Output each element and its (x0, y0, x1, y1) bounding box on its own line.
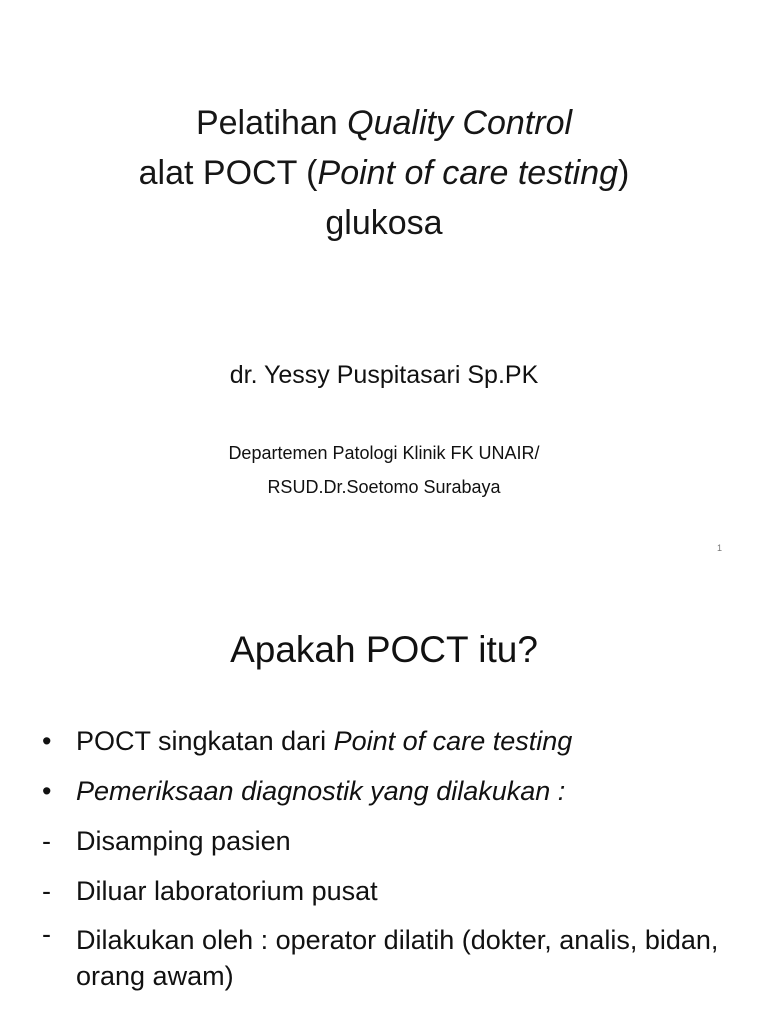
list-item-italic: Pemeriksaan diagnostik yang dilakukan : (76, 776, 566, 806)
list-item-text: POCT singkatan dari (76, 726, 334, 756)
list-item-text: Dilakukan oleh : operator dilatih (dokter, analis, bidan, orang awam) (76, 925, 719, 991)
affiliation-line-2: RSUD.Dr.Soetomo Surabaya (267, 477, 501, 497)
list-item-text: Diluar laboratorium pusat (76, 876, 378, 906)
title-line-2-suffix: ) (618, 154, 630, 192)
author-name: dr. Yessy Puspitasari Sp.PK (229, 361, 539, 389)
dash-marker: - (42, 826, 51, 856)
title-line-2-italic: Point of care testing (317, 154, 619, 192)
title-line-1 (0, 98, 768, 148)
list-item (42, 916, 732, 994)
dash-marker: - (42, 876, 51, 906)
presentation-title (0, 98, 768, 248)
slide-heading: Apakah POCT itu? (230, 629, 538, 670)
page-number: 1 (716, 543, 722, 553)
title-line-1-text: Pelatihan (195, 104, 348, 142)
bullet-list (42, 716, 732, 994)
list-item (42, 716, 732, 766)
title-line-1-italic: Quality Control (347, 104, 573, 142)
slide-content (0, 576, 768, 1024)
list-item (42, 766, 732, 816)
title-line-2-text: alat POCT ( (138, 154, 318, 192)
list-item-italic: Point of care testing (333, 726, 573, 756)
affiliation (0, 436, 768, 504)
bullet-marker: • (42, 726, 52, 756)
list-item (42, 816, 732, 866)
list-item-text: Disamping pasien (76, 826, 291, 856)
title-line-2 (0, 148, 768, 198)
bullet-marker: • (42, 776, 52, 806)
title-line-3: glukosa (325, 204, 443, 242)
dash-marker: - (42, 919, 51, 949)
list-item (42, 866, 732, 916)
affiliation-line-1: Departemen Patologi Klinik FK UNAIR/ (228, 443, 540, 463)
